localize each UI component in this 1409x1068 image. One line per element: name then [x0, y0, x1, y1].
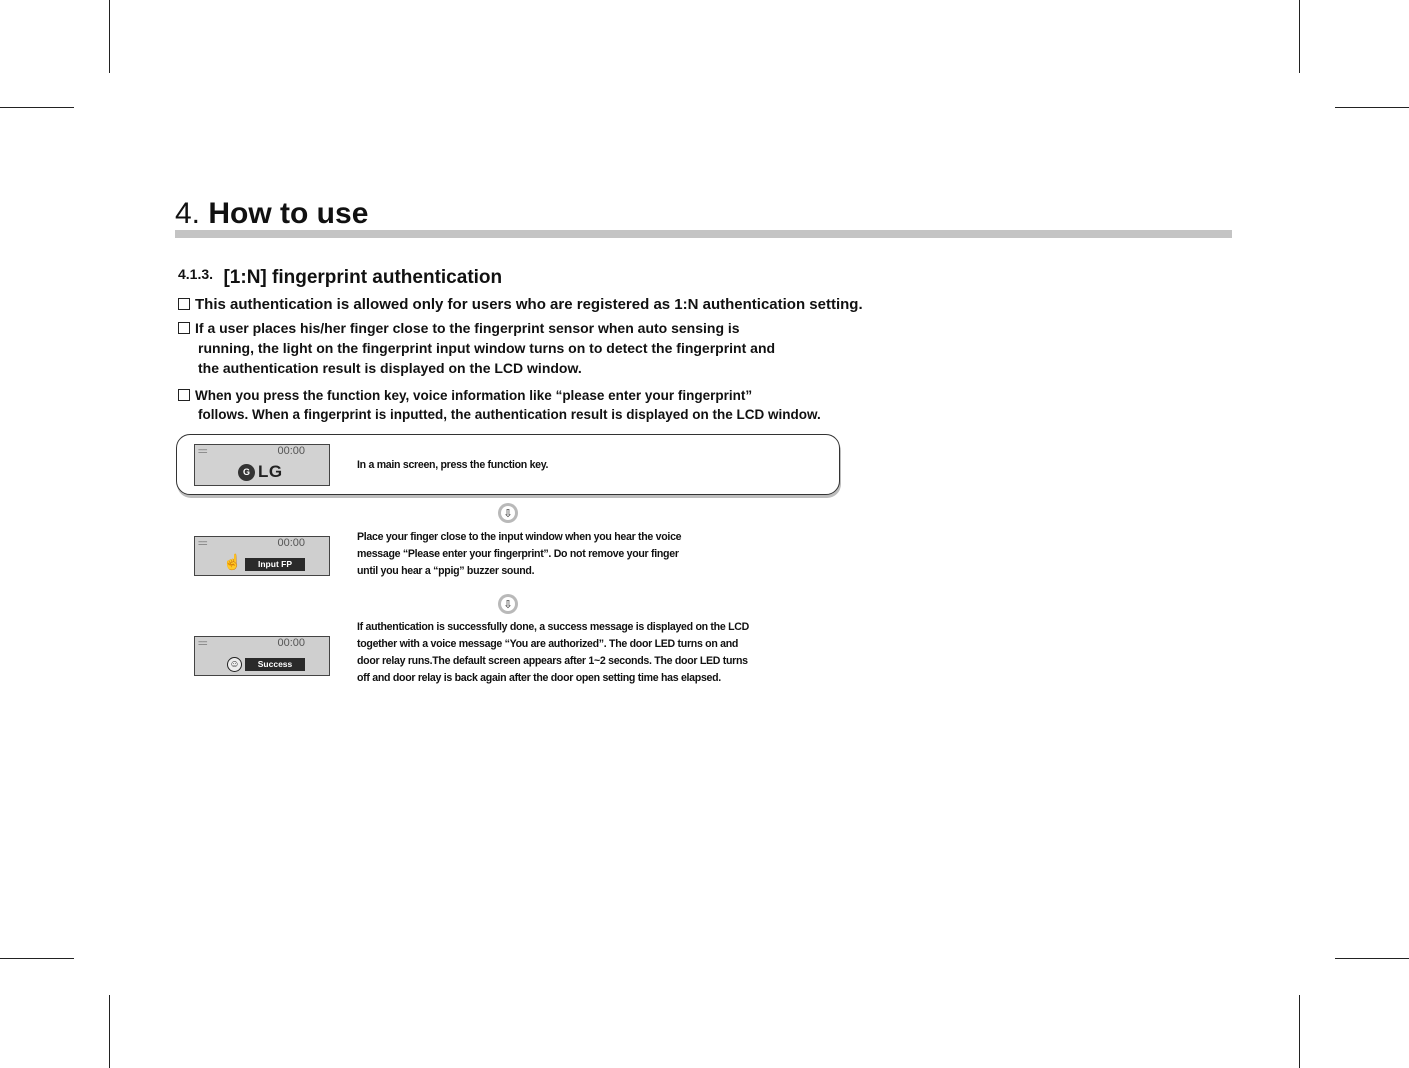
- step-3-line-3: door relay runs.The default screen appears after 1~2 seconds. The door LED turns: [357, 655, 748, 667]
- input-fp-label: Input FP: [245, 558, 305, 571]
- crop-mark-right-upper: [1335, 107, 1409, 108]
- smiley-icon: ☺: [227, 657, 242, 672]
- paragraph-1: [178, 295, 863, 315]
- crop-mark-bottom-left: [109, 995, 110, 1068]
- hand-pointer-icon: ☝: [223, 554, 242, 571]
- chapter-title: [175, 196, 368, 232]
- step-3-line-1: If authentication is successfully done, a success message is displayed on the LCD: [357, 621, 749, 633]
- step-3-line-2: together with a voice message “You are authorized”. The door LED turns on and: [357, 638, 739, 650]
- crop-mark-bottom-right: [1299, 995, 1300, 1068]
- step-1-line-1: In a main screen, press the function key.: [357, 459, 549, 471]
- lg-logo-text: LG: [258, 462, 283, 481]
- chapter-title-text: How to use: [208, 197, 369, 230]
- signal-icon: ==: [198, 638, 207, 648]
- step-3-line-4: off and door relay is back again after the door open setting time has elapsed.: [357, 672, 721, 684]
- empty-checkbox-icon: [178, 322, 190, 334]
- crop-mark-right-lower: [1335, 958, 1409, 959]
- title-rule: [175, 230, 1232, 238]
- lcd-clock: 00:00: [277, 637, 305, 649]
- step-1-text: [357, 457, 548, 474]
- signal-icon: ==: [198, 538, 207, 548]
- signal-icon: ==: [198, 446, 207, 456]
- success-label: Success: [245, 658, 305, 671]
- section-title: [1:N] fingerprint authentication: [223, 267, 503, 288]
- arrow-down-circle-icon: ⇩: [498, 594, 518, 614]
- crop-mark-top-left: [109, 0, 110, 73]
- arrow-down-circle-icon: ⇩: [498, 503, 518, 523]
- lcd-main-screen: [194, 444, 330, 486]
- empty-checkbox-icon: [178, 298, 190, 310]
- crop-mark-top-right: [1299, 0, 1300, 73]
- step-2-text: [357, 529, 681, 580]
- step-3-text: [357, 619, 749, 687]
- empty-checkbox-icon: [178, 389, 190, 401]
- lcd-success-screen: [194, 636, 330, 676]
- lcd-input-screen: [194, 536, 330, 576]
- paragraph-1-line-1: This authentication is allowed only for users who are registered as 1:N authentication setting.: [195, 296, 863, 313]
- lg-logo: [238, 462, 283, 482]
- lcd-clock: 00:00: [277, 537, 305, 549]
- crop-mark-left-upper: [0, 107, 74, 108]
- chapter-number: 4.: [175, 197, 201, 230]
- paragraph-3-line-2: follows. When a fingerprint is inputted, the authentication result is displayed on the LCD window.: [198, 407, 821, 422]
- paragraph-3-line-1: When you press the function key, voice information like “please enter your fingerprint”: [195, 388, 753, 403]
- lg-logo-mark: G: [238, 464, 255, 481]
- section-number: 4.1.3.: [178, 266, 214, 282]
- step-2-line-2: message “Please enter your fingerprint”. Do not remove your finger: [357, 548, 679, 560]
- paragraph-3: [178, 386, 821, 424]
- paragraph-2-line-2: running, the light on the fingerprint input window turns on to detect the fingerprint and: [198, 340, 776, 356]
- paragraph-2-line-1: If a user places his/her finger close to the fingerprint sensor when auto sensing is: [195, 320, 740, 336]
- lcd-clock: 00:00: [277, 445, 305, 457]
- section-heading: [178, 266, 502, 289]
- paragraph-2: [178, 318, 775, 378]
- paragraph-2-line-3: the authentication result is displayed on the LCD window.: [198, 360, 582, 376]
- step-2-line-1: Place your finger close to the input window when you hear the voice: [357, 531, 682, 543]
- crop-mark-left-lower: [0, 958, 74, 959]
- step-2-line-3: until you hear a “ppig” buzzer sound.: [357, 565, 535, 577]
